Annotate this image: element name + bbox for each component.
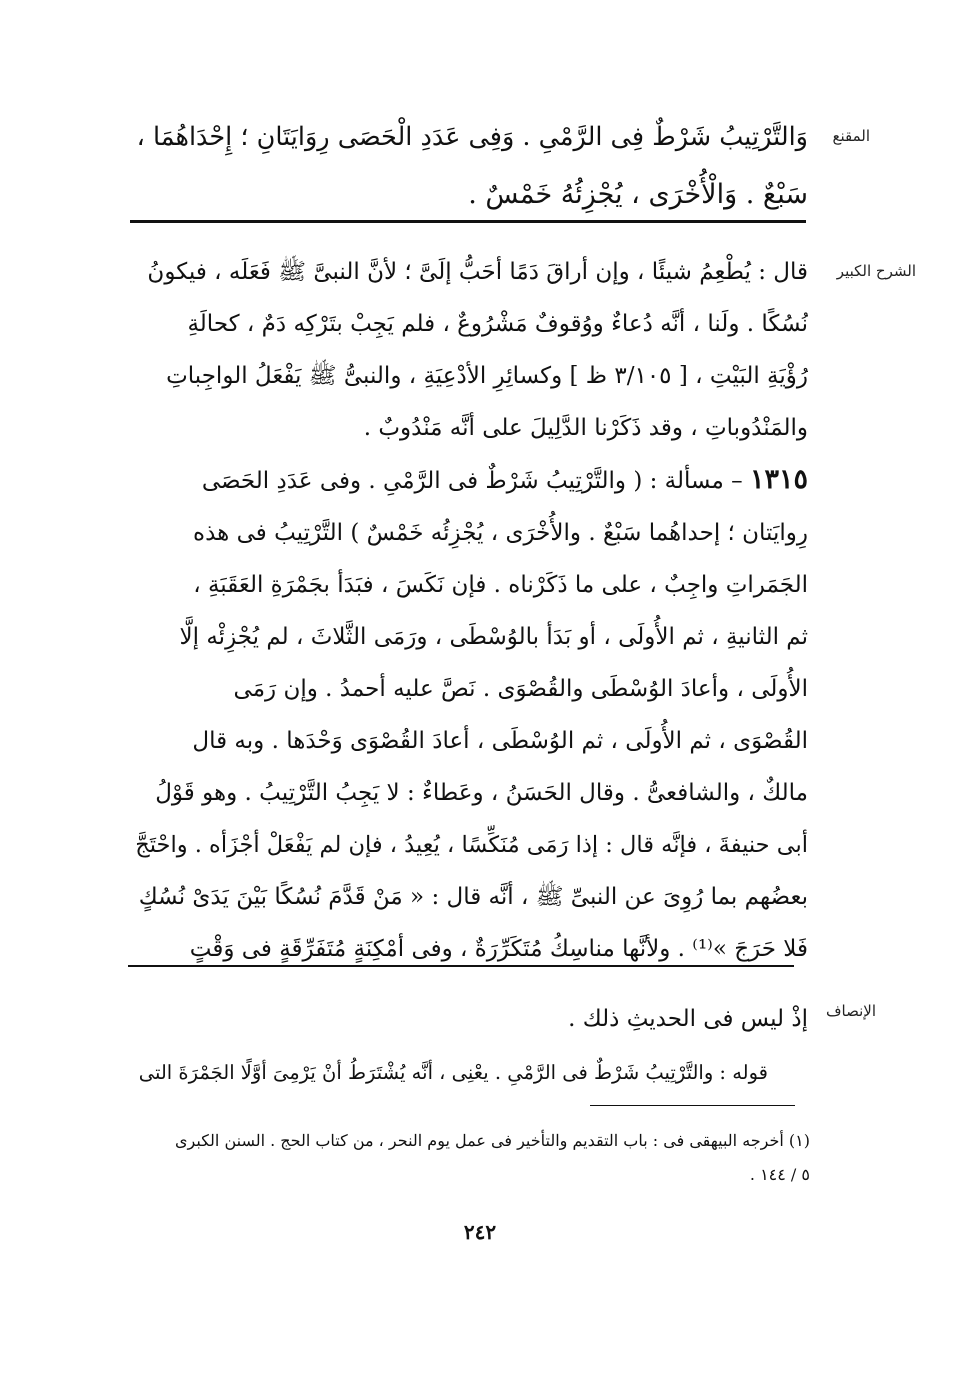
footnote <box>120 1124 810 1192</box>
masala-line: أبى حنيفةَ ، فإنَّه قال : إذا رَمَى مُنَكِّسًا ، يُعِيدُ ، فإن لم يَفْعَلْ أجْزَأه . واحْتَجَّ <box>135 832 808 858</box>
masala-heading-line <box>128 454 808 507</box>
muqni-line: وَالتَّرْتِيبُ شَرْطٌ فِى الرَّمْىِ . وَفِى عَدَدِ الْحَصَى رِوَايَتَانِ ؛ إِحْدَاهُمَا ، <box>136 122 808 152</box>
masala-line: الأُولَى ، وأعادَ الوُسْطَى والقُصْوَى . نَصَّ عليه أحمدُ . وإن رَمَى <box>233 676 808 702</box>
sharh-text <box>128 246 808 975</box>
masala-line: رِوايَتان ؛ إحداهُما سَبْعٌ . والأُخْرَى ، يُجْزِئُه خَمْسٌ ) التَّرْتِيبُ فى هذه <box>193 520 808 546</box>
label-sharh: الشرح الكبير <box>836 262 916 280</box>
label-muqni: المقنع <box>832 127 870 145</box>
sharh-line: نُسُكًا . ولَنا ، أنَّه دُعاءٌ ووُقوفٌ مَشْرُوعٌ ، فلم يَجِبْ بتَرْكِه دَمٌ ، كحالَةِ <box>187 311 808 337</box>
muqni-text <box>128 108 808 224</box>
insaf-line: إذْ ليس فى الحديثِ ذلك . <box>568 1006 808 1032</box>
masala-first-line: – مسألة : ( والتَّرْتِيبُ شَرْطٌ فى الرَّمْىِ . وفى عَدَدِ الحَصَى <box>201 468 743 494</box>
muqni-line: سَبْعٌ . وَالْأُخْرَى ، يُجْزِئُهُ خَمْسٌ . <box>468 179 808 210</box>
masala-line: الجَمَراتِ واجِبٌ ، على ما ذَكَرْناه . فإن نَكَسَ ، فبَدَأ بجَمْرَةِ العَقَبَةِ ، <box>193 572 808 598</box>
masala-line: ثم الثانيةِ ، ثم الأُولَى ، أو بَدَأ بالوُسْطَى ، ورَمَى الثَّلاثَ ، لم يُجْزِئْه إلَّا <box>179 624 808 650</box>
masala-line: مالكٌ ، والشافعىُّ . وقال الحَسَنُ ، وعَطاءٌ : لا يَجِبُ التَّرْتِيبُ . وهو قَوْلُ <box>155 780 808 806</box>
footnote-divider <box>590 1105 795 1106</box>
masala-line: بعضُهم بما رُوِىَ عن النبىِّ ﷺ ، أنَّه قال : « مَنْ قَدَّمَ نُسُكًا بَيْنَ يَدَىْ نُسُكٍ <box>138 884 808 910</box>
section-divider <box>128 965 794 967</box>
masala-number: ١٣١٥ <box>749 464 808 495</box>
section-divider-thick <box>130 220 806 223</box>
sharh-line: والمَنْدُوباتِ ، وقد ذَكَرْنا الدَّلِيلَ على أنَّه مَنْدُوبٌ . <box>363 415 808 441</box>
masala-line: فَلا حَرَجَ »⁽¹⁾ . ولأنَّها مناسِكُ مُتَكَرِّرَةٌ ، وفى أمْكِنَةٍ مُتَفَرِّقَةٍ فى وَقْتٍ <box>189 936 808 962</box>
footnote-line: ٥ / ١٤٤ . <box>749 1165 810 1184</box>
sharh-line: قال : يُطْعِمُ شيئًا ، وإن أراقَ دَمًا أحَبُّ إلَىَّ ؛ لأنَّ النبىَّ ﷺ فَعَلَه ، فيكونُ <box>147 259 808 285</box>
insaf-line: قوله : والتَّرْتِيبُ شَرْطٌ فى الرَّمْىِ . يعْنِى ، أنَّه يُشْتَرَطُ أنْ يَرْمِىَ أوَّلًا الجَمْرَةَ التى <box>138 1061 768 1084</box>
footnote-line: (١) أخرجه البيهقى فى : باب التقديم والتأخير فى عمل يوم النحر ، من كتاب الحج . السنن الكبرى <box>175 1131 810 1150</box>
masala-line: القُصْوَى ، ثم الأُولَى ، ثم الوُسْطَى ، أعادَ القُصْوَى وَحْدَها . وبه قال <box>192 728 808 754</box>
page-number: ٢٤٢ <box>463 1220 497 1244</box>
sharh-line: رُؤْيَةِ البَيْتِ ، [ ٣/١٠٥ ظ ] وكسائِرِ الأدْعِيَةِ ، والنبىُّ ﷺ يَفْعَلُ الواجِباتِ <box>166 363 808 389</box>
label-insaf: الإنصاف <box>825 1002 876 1020</box>
insaf-text <box>128 992 808 1100</box>
